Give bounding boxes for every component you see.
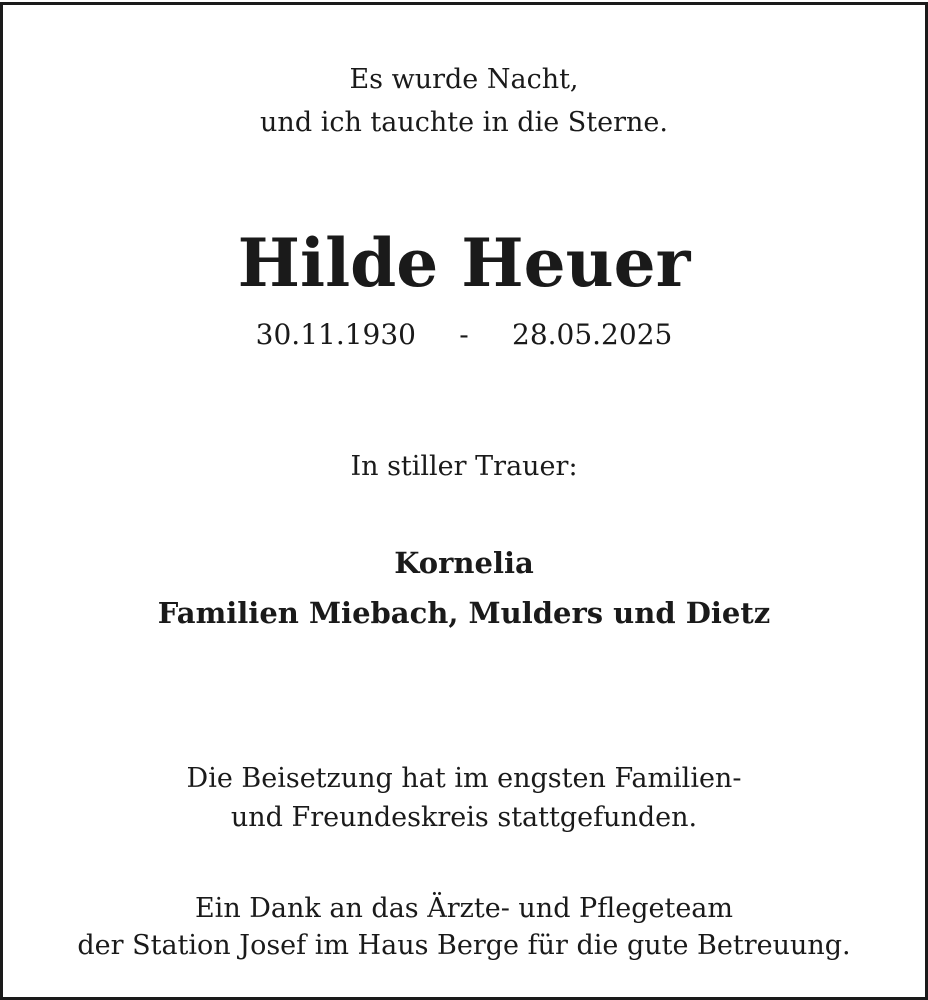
- funeral-line-2: und Freundeskreis stattgefunden.: [230, 802, 698, 833]
- thanks-line-2: der Station Josef im Haus Berge für die gute Betreuung.: [77, 930, 851, 961]
- motto-line-1: Es wurde Nacht,: [349, 64, 579, 95]
- date-separator: -: [459, 318, 469, 351]
- birth-date: 30.11.1930: [255, 318, 416, 351]
- death-date: 28.05.2025: [512, 318, 673, 351]
- deceased-name: Hilde Heuer: [237, 224, 691, 302]
- mourning-intro: In stiller Trauer:: [350, 451, 578, 482]
- funeral-line-1: Die Beisetzung hat im engsten Familien-: [186, 763, 742, 794]
- thanks-line-1: Ein Dank an das Ärzte- und Pflegeteam: [194, 893, 734, 924]
- life-dates: [3, 315, 925, 355]
- mourner-name-2: Familien Miebach, Mulders und Dietz: [157, 596, 771, 630]
- motto-line-2: und ich tauchte in die Sterne.: [260, 107, 668, 138]
- obituary-notice: [0, 2, 928, 1000]
- mourner-name-1: Kornelia: [394, 546, 534, 580]
